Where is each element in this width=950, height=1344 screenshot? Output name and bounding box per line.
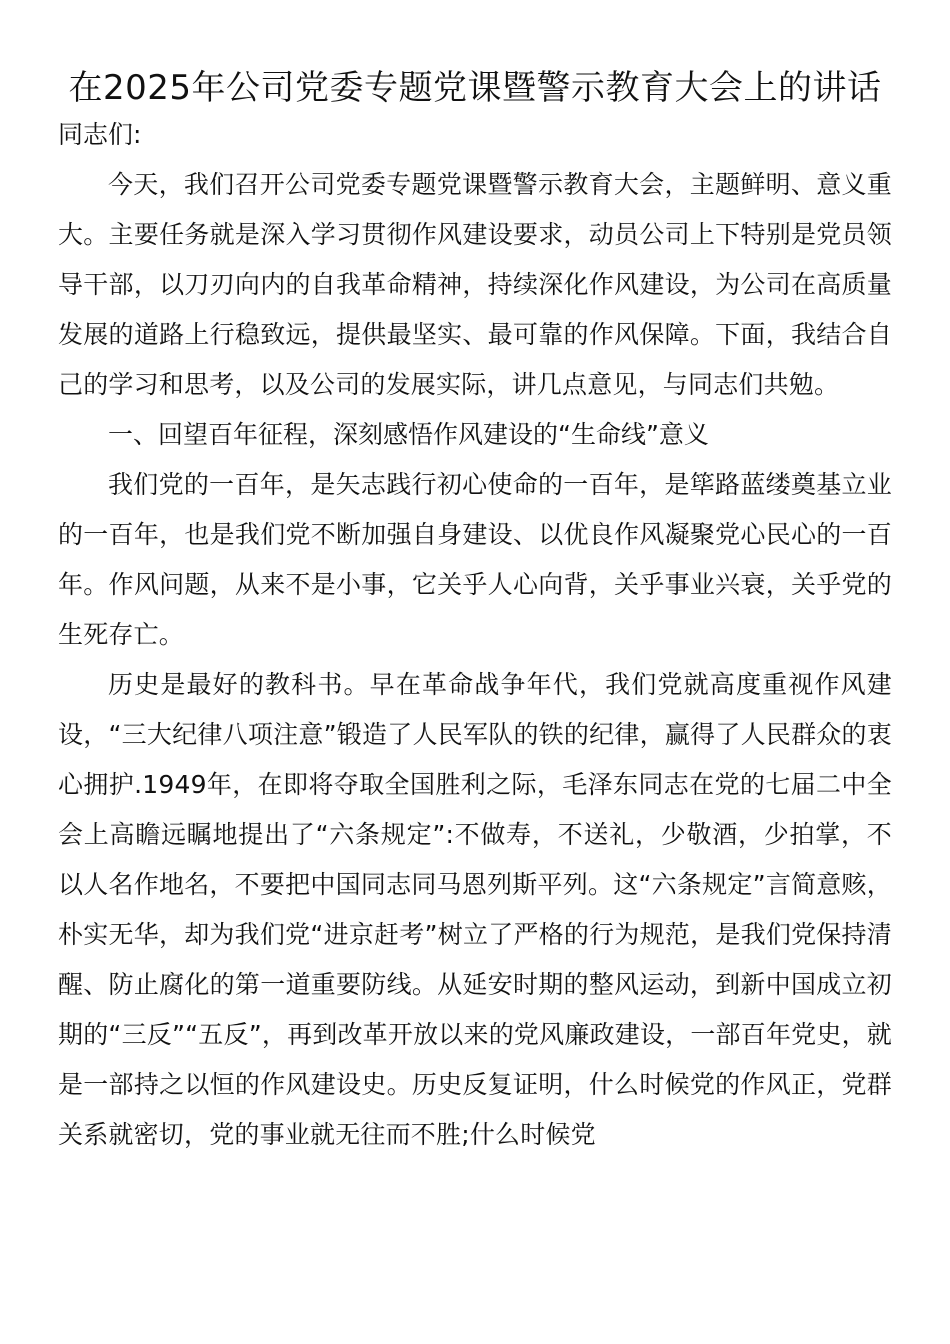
section1-paragraph-1: 我们党的一百年，是矢志践行初心使命的一百年，是筚路蓝缕奠基立业的一百年，也是我们党不断加强自身建设、以优良作风凝聚党心民心的一百年。作风问题，从来不是小事，它关乎人心向背，关乎事业兴衰，关乎党的生死存亡。	[58, 470, 892, 649]
section-heading-1: 一、回望百年征程，深刻感悟作风建设的“生命线”意义	[108, 420, 709, 449]
salutation: 同志们:	[58, 120, 142, 149]
intro-paragraph: 今天，我们召开公司党委专题党课暨警示教育大会，主题鲜明、意义重大。主要任务就是深入学习贯彻作风建设要求，动员公司上下特别是党员领导干部，以刀刃向内的自我革命精神，持续深化作风建设，为公司在高质量发展的道路上行稳致远，提供最坚实、最可靠的作风保障。下面，我结合自己的学习和思考，以及公司的发展实际，讲几点意见，与同志们共勉。	[58, 170, 892, 399]
section1-paragraph-2: 历史是最好的教科书。早在革命战争年代，我们党就高度重视作风建设，“三大纪律八项注意”锻造了人民军队的铁的纪律，赢得了人民群众的衷心拥护.1949年，在即将夺取全国胜利之际，毛泽东同志在党的七届二中全会上高瞻远瞩地提出了“六条规定”:不做寿，不送礼，少敬酒，少拍掌，不以人名作地名，不要把中国同志同马恩列斯平列。这“六条规定”言简意赅，朴实无华，却为我们党“进京赶考”树立了严格的行为规范，是我们党保持清醒、防止腐化的第一道重要防线。从延安时期的整风运动，到新中国成立初期的“三反”“五反”，再到改革开放以来的党风廉政建设，一部百年党史，就是一部持之以恒的作风建设史。历史反复证明，什么时候党的作风正，党群关系就密切，党的事业就无往而不胜;什么时候党	[58, 670, 892, 1149]
document-title: 在2025年公司党委专题党课暨警示教育大会上的讲话	[68, 68, 882, 108]
document-page	[58, 64, 892, 1160]
